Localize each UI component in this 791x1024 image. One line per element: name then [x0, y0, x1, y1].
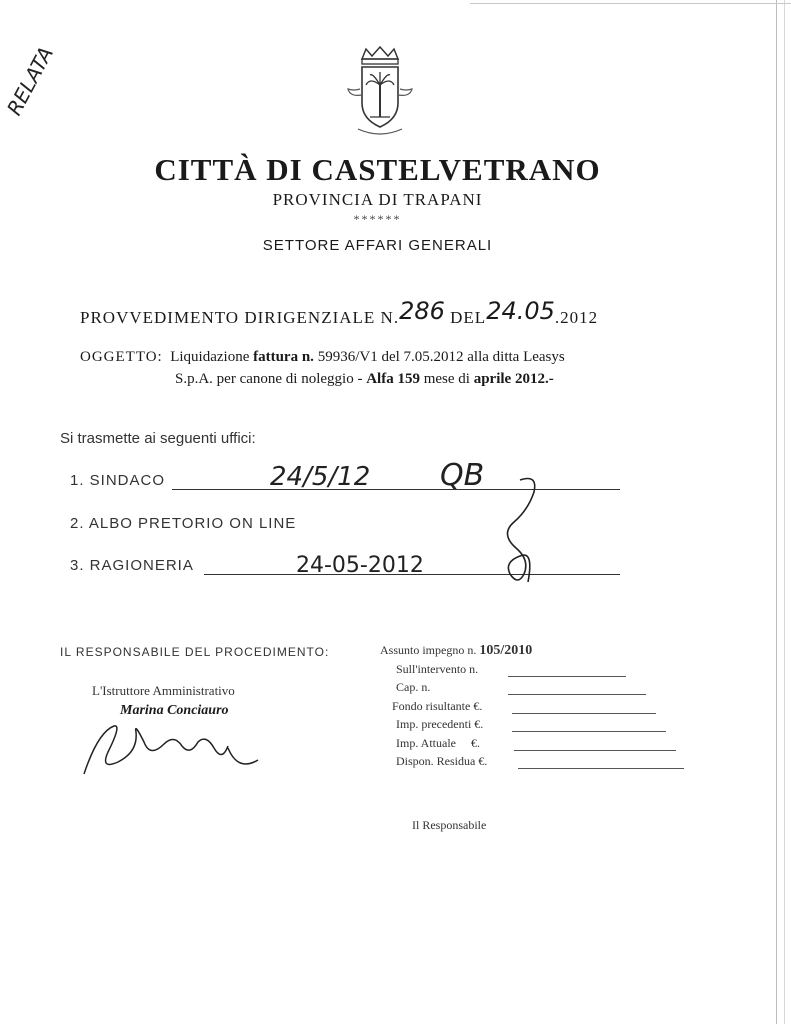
province-title: PROVINCIA DI TRAPANI [272, 190, 483, 209]
impegno-label: Assunto impegno n. [380, 643, 477, 657]
hand-initials-sindaco: QB [440, 458, 485, 493]
office-ragioneria: 3. RAGIONERIA [70, 557, 194, 574]
provvedimento-heading [80, 297, 599, 329]
oggetto-line-2 [80, 368, 565, 390]
fin-row-precedenti: Imp. precedenti €. [396, 717, 484, 731]
fin-row-fondo: Fondo risultante €. [392, 699, 483, 713]
scan-edge [784, 0, 785, 1024]
trasmissione-intro: Si trasmette ai seguenti uffici: [60, 430, 256, 447]
fin-row-intervento: Sull'intervento n. [396, 662, 479, 676]
responsabile-title: IL RESPONSABILE DEL PROCEDIMENTO: [60, 645, 330, 659]
sector-title: SETTORE AFFARI GENERALI [262, 237, 493, 254]
oggetto-block [80, 346, 565, 390]
oggetto-line-1 [80, 346, 565, 368]
city-title: CITTÀ DI CASTELVETRANO [154, 152, 601, 187]
oggetto-text: Liquidazione [170, 349, 254, 365]
oggetto-label: OGGETTO: [80, 349, 163, 365]
relata-note: RELATA [2, 42, 58, 120]
scan-edge [470, 3, 791, 4]
office-sindaco: 1. SINDACO [70, 472, 166, 489]
scan-edge [776, 0, 777, 1024]
office-albo-pretorio: 2. ALBO PRETORIO ON LINE [70, 515, 297, 532]
provvedimento-label: PROVVEDIMENTO DIRIGENZIALE N. [80, 308, 400, 327]
underline [508, 676, 626, 677]
fin-row-cap: Cap. n. [396, 680, 431, 694]
provvedimento-del: DEL [450, 308, 487, 327]
underline [518, 768, 684, 769]
provvedimento-date: 24.05 [486, 297, 555, 325]
underline [512, 713, 656, 714]
underline [508, 694, 646, 695]
oggetto-text-bold: fattura n. [253, 349, 314, 365]
oggetto-text-bold: aprile 2012.- [473, 371, 554, 387]
oggetto-text: mese di [419, 371, 474, 387]
hand-date-sindaco: 24/5/12 [270, 462, 371, 492]
signature-istruttore [78, 712, 268, 782]
impegno-value: 105/2010 [479, 643, 533, 658]
oggetto-text: 59936/V1 del 7.05.2012 alla ditta Leasys [313, 349, 565, 365]
underline [512, 731, 666, 732]
provvedimento-number: 286 [399, 297, 445, 325]
underline [514, 750, 676, 751]
oggetto-text: S.p.A. per canone di noleggio - [175, 371, 367, 387]
istruttore-name: Marina Conciauro [120, 703, 229, 718]
istruttore-role: L'Istruttore Amministrativo [92, 683, 235, 698]
fin-row-residua: Dispon. Residua €. [396, 754, 488, 768]
signature-flourish [490, 470, 560, 590]
coat-of-arms-icon [340, 45, 420, 140]
hand-date-ragioneria: 24-05-2012 [296, 553, 424, 578]
impegno-row [380, 643, 532, 659]
fin-row-attuale: Imp. Attuale €. [396, 736, 480, 750]
separator: ****** [353, 212, 402, 226]
provvedimento-year: .2012 [554, 308, 599, 327]
oggetto-text-bold: Alfa 159 [366, 371, 420, 387]
responsabile-signature-label: Il Responsabile [412, 818, 487, 832]
